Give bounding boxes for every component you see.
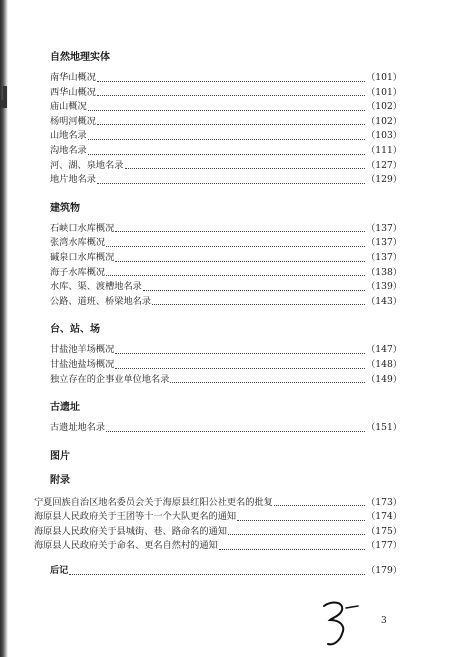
table-of-contents xyxy=(34,51,402,579)
entry-title: 后记 xyxy=(50,565,69,577)
entry-page: （103） xyxy=(366,130,402,142)
entry-title: 地片地名录 xyxy=(50,174,96,186)
toc-entry xyxy=(50,358,402,373)
dot-leader xyxy=(97,81,365,82)
entry-page: （137） xyxy=(366,237,402,249)
dot-leader xyxy=(69,574,365,575)
entry-page: （177） xyxy=(366,540,402,552)
entry-title: 庙山概况 xyxy=(50,101,87,113)
toc-entry xyxy=(50,71,402,86)
entry-page: （129） xyxy=(366,174,402,186)
toc-entry xyxy=(50,295,402,310)
dot-leader xyxy=(237,520,365,521)
entry-page: （137） xyxy=(366,251,402,263)
toc-entry xyxy=(50,86,402,101)
dot-leader xyxy=(97,95,365,96)
dot-leader xyxy=(88,154,365,155)
entry-page: （101） xyxy=(366,86,402,98)
dot-leader xyxy=(115,231,365,232)
dot-leader xyxy=(170,382,365,383)
toc-entry xyxy=(50,251,402,266)
entry-title: 古遗址地名录 xyxy=(50,422,106,434)
entry-page: （138） xyxy=(366,266,402,278)
toc-entry xyxy=(50,159,402,174)
toc-entry xyxy=(50,129,402,144)
entry-title: 石峡口水库概况 xyxy=(50,222,115,234)
entry-page: （149） xyxy=(366,373,402,385)
dot-leader xyxy=(115,261,365,262)
toc-entry xyxy=(50,144,402,159)
entry-page: （175） xyxy=(366,525,402,537)
toc-entry xyxy=(50,100,402,115)
dot-leader xyxy=(125,168,366,169)
toc-entry xyxy=(50,236,402,251)
dot-leader xyxy=(106,246,365,247)
dot-leader xyxy=(106,431,365,432)
page-number: 3 xyxy=(381,616,387,626)
entry-page: （101） xyxy=(366,72,402,83)
entry-title: 山地名录 xyxy=(50,130,87,142)
toc-entry xyxy=(50,343,402,358)
dot-leader xyxy=(143,290,365,291)
dot-leader xyxy=(219,549,365,550)
toc-entry xyxy=(50,222,402,237)
entry-page: （139） xyxy=(366,281,402,293)
binding-edge xyxy=(0,0,8,657)
entry-page: （111） xyxy=(366,144,402,156)
dot-leader xyxy=(97,183,365,184)
dot-leader xyxy=(115,353,365,354)
entry-title: 宁夏回族自治区地名委员会关于海原县红阳公社更名的批复 xyxy=(34,496,273,508)
binding-mark xyxy=(3,86,7,100)
section-heading: 附录 xyxy=(50,474,70,486)
toc-entry xyxy=(34,496,402,511)
entry-page: （102） xyxy=(366,115,402,127)
entry-title: 海原县人民政府关于县城街、巷、路命名的通知 xyxy=(34,525,227,537)
entry-page: （102） xyxy=(366,101,402,113)
entry-title: 独立存在的企事业单位地名录 xyxy=(50,373,170,385)
entry-page: （143） xyxy=(366,295,402,307)
entry-page: （148） xyxy=(366,358,402,370)
section-heading: 台、站、场 xyxy=(50,324,100,336)
entry-page: （179） xyxy=(366,565,402,577)
dot-leader xyxy=(106,275,365,276)
handwritten-mark xyxy=(318,598,366,648)
entry-title: 水库、渠、渡槽地名录 xyxy=(50,281,142,293)
section-heading: 古遗址 xyxy=(50,402,80,414)
entry-page: （173） xyxy=(366,496,402,508)
entry-page: （147） xyxy=(366,344,402,356)
entry-title: 碱泉口水库概况 xyxy=(50,251,115,263)
entry-title: 南华山概况 xyxy=(50,72,96,83)
entry-title: 海子水库概况 xyxy=(50,266,106,278)
toc-entry xyxy=(50,373,402,388)
entry-page: （174） xyxy=(366,511,402,523)
entry-title: 海原县人民政府关于命名、更名自然村的通知 xyxy=(34,540,218,552)
dot-leader xyxy=(228,534,365,535)
entry-title: 河、湖、泉地名录 xyxy=(50,159,124,171)
entry-title: 公路、道班、桥梁地名录 xyxy=(50,295,152,307)
entry-page: （137） xyxy=(366,222,402,234)
toc-entry-postscript xyxy=(50,564,402,579)
binding-mark xyxy=(1,100,7,108)
entry-title: 海原县人民政府关于王团等十一个大队更名的通知 xyxy=(34,511,237,523)
entry-title: 甘盐池羊场概况 xyxy=(50,344,115,356)
entry-title: 西华山概况 xyxy=(50,86,96,98)
entry-title: 杨明河概况 xyxy=(50,115,96,127)
dot-leader xyxy=(274,505,365,506)
toc-entry xyxy=(50,173,402,188)
toc-entry xyxy=(34,510,402,525)
toc-entry xyxy=(50,266,402,281)
dot-leader xyxy=(152,304,365,305)
entry-page: （127） xyxy=(366,159,402,171)
dot-leader xyxy=(88,110,365,111)
dot-leader xyxy=(88,139,365,140)
section-heading: 建筑物 xyxy=(50,202,80,214)
dot-leader xyxy=(115,368,365,369)
section-heading: 图片 xyxy=(50,450,70,462)
toc-entry xyxy=(34,525,402,540)
entry-title: 张湾水库概况 xyxy=(50,237,106,249)
entry-title: 甘盐池盐场概况 xyxy=(50,358,115,370)
section-heading: 自然地理实体 xyxy=(50,52,110,63)
toc-entry xyxy=(50,421,402,436)
toc-entry xyxy=(50,280,402,295)
entry-page: （151） xyxy=(366,422,402,434)
entry-title: 沟地名录 xyxy=(50,144,87,156)
toc-entry xyxy=(34,539,402,554)
dot-leader xyxy=(97,124,365,125)
toc-entry xyxy=(50,115,402,130)
